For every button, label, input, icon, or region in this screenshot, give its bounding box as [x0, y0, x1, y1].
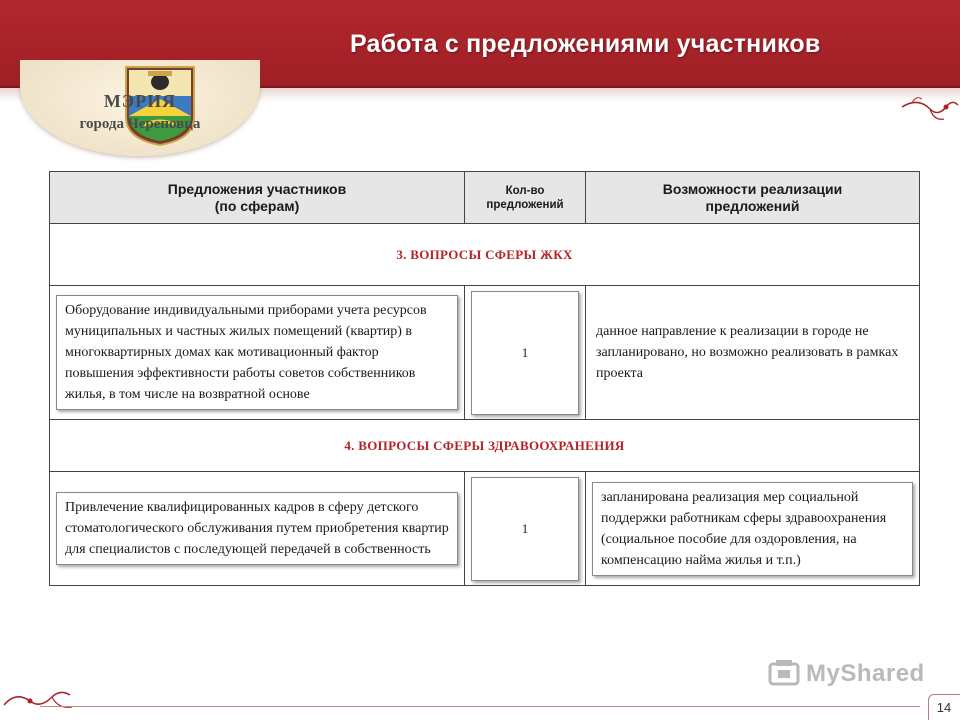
- city-label: города Череповца: [79, 116, 201, 132]
- count-cell: 1: [465, 286, 586, 420]
- section-row: [50, 224, 920, 286]
- ornament-swirl-icon: [0, 685, 90, 715]
- proposal-cell: Привлечение квалифицированных кадров в сферу детского стоматологического обслуживания путем приобретения квартир для специалистов с последующей передачей в собственность: [50, 472, 465, 586]
- slide-title: Работа с предложениями участников: [350, 30, 821, 58]
- table-row: [50, 472, 920, 586]
- possibility-cell: запланирована реализация мер социальной поддержки работникам сферы здравоохранения (социальное пособие для оздоровления, на компенсацию найма жилья и т.п.): [586, 472, 920, 586]
- table-header-row: [50, 172, 920, 224]
- ornament-swirl-icon: [900, 93, 960, 125]
- header-proposals: Предложения участников (по сферам): [50, 172, 465, 224]
- section-title: 4. ВОПРОСЫ СФЕРЫ ЗДРАВООХРАНЕНИЯ: [50, 420, 920, 472]
- section-title: 3. ВОПРОСЫ СФЕРЫ ЖКХ: [50, 224, 920, 286]
- table-row: [50, 286, 920, 420]
- section-row: [50, 420, 920, 472]
- header-count: Кол-во предложений: [465, 172, 586, 224]
- footer-divider: [40, 706, 920, 707]
- watermark-text: MyShared: [806, 660, 925, 687]
- page-number: 14: [936, 700, 952, 715]
- header-possibility: Возможности реализации предложений: [586, 172, 920, 224]
- proposals-table: [49, 171, 920, 586]
- mayor-label: МЭРИЯ: [103, 91, 177, 111]
- count-cell: 1: [465, 472, 586, 586]
- proposal-cell: Оборудование индивидуальными приборами учета ресурсов муниципальных и частных жилых помещений (квартир) в многоквартирных домах как мотивационный фактор повышения эффективности работы советов собственников жилья, в том числе на возвратной основе: [50, 286, 465, 420]
- possibility-cell: данное направление к реализации в городе не запланировано, но возможно реализовать в рамках проекта: [586, 286, 920, 420]
